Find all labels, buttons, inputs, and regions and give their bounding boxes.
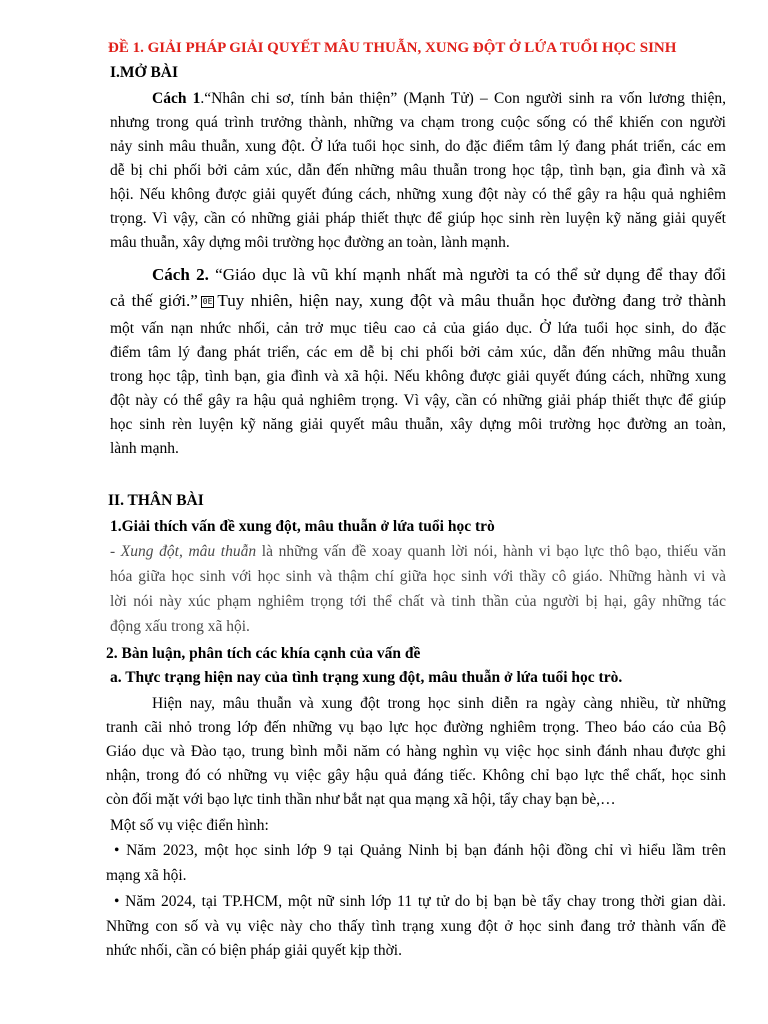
bullet-1-line-1: • Năm 2023, một học sinh lớp 9 tại Quảng Ninh bị bạn đánh hội đồng chỉ vì hiểu lầm trên	[114, 842, 726, 859]
cach2-line-6: đột này có thể gây ra hậu quả nghiêm trọng. Vì vậy, cần có những giải pháp thiết thực để giúp	[110, 392, 726, 409]
section2a-line-4: nhận, trong đó có những vụ việc gây hậu quả đáng tiếc. Không chỉ bạo lực thể chất, học sinh	[106, 767, 726, 784]
cach2-text-2a: cả thế giới.”	[110, 291, 198, 310]
section1-line-2: hóa giữa học sinh với học sinh và thậm chí giữa học sinh với thầy cô giáo. Những hành vi và	[110, 568, 726, 585]
section2a-line-6: Một số vụ việc điển hình:	[110, 817, 269, 834]
cach2-text-2b: Tuy nhiên, hiện nay, xung đột và mâu thuẫn học đường đang trở thành	[217, 291, 726, 310]
cach1-line-4: dễ bị chi phối bởi cảm xúc, dẫn đến những mâu thuẫn trong học tập, tình bạn, gia đình và xã	[110, 162, 726, 179]
section2a-line-7: Những con số và vụ việc này cho thấy tình trạng xung đột ở học sinh đang trở thành vấn đề	[106, 918, 726, 935]
cach1-line-5: hội. Nếu không được giải quyết đúng cách, những xung đột này có thể gây ra hậu quả nghiêm	[110, 186, 726, 203]
section1-line-1	[110, 541, 726, 565]
unknown-character-glyph: 0E	[202, 297, 213, 306]
cach2-line-8: lành mạnh.	[110, 440, 179, 457]
section1-text-1: là những vấn đề xoay quanh lời nói, hành vi bạo lực thô bạo, thiếu văn	[256, 543, 727, 560]
cach2-line-7: học sinh rèn luyện kỹ năng giải quyết mâu thuẫn, xây dựng môi trường học đường an toàn,	[110, 416, 726, 433]
cach2-line-5: trong học tập, tình bạn, gia đình và xã hội. Nếu không được giải quyết đúng cách, những xung	[110, 368, 726, 385]
section1-term: - Xung đột, mâu thuẫn	[110, 543, 257, 560]
section1-line-4: động xấu trong xã hội.	[110, 618, 250, 635]
document-title: ĐỀ 1. GIẢI PHÁP GIẢI QUYẾT MÂU THUẪN, XUNG ĐỘT Ở LỨA TUỔI HỌC SINH	[108, 40, 677, 56]
cach1-line-3: nảy sinh mâu thuẫn, xung đột. Ở lứa tuổi học sinh, do đặc điểm tâm lý đang phát triển, các em	[110, 138, 726, 155]
section1-heading: 1.Giải thích vấn đề xung đột, mâu thuẫn ở lứa tuổi học trò	[110, 518, 495, 535]
cach2-label: Cách 2.	[152, 265, 209, 284]
section2a-line-1: Hiện nay, mâu thuẫn và xung đột trong học sinh diễn ra ngày càng nhiều, từ những	[152, 695, 726, 712]
bullet-2-line-1: • Năm 2024, tại TP.HCM, một nữ sinh lớp 11 tự tử do bị bạn bè tẩy chay trong thời gian dài.	[114, 893, 726, 910]
cach2-line-1	[152, 264, 726, 288]
section2a-line-5: còn đối mặt với bạo lực tinh thần như bắt nạt qua mạng xã hội, tẩy chay bạn bè,…	[106, 791, 616, 808]
bullet-1-line-2: mạng xã hội.	[106, 867, 187, 884]
cach2-line-4: điểm tâm lý đang phát triển, các em dễ bị chi phối bởi cảm xúc, dẫn đến những mâu thuẫn	[110, 344, 726, 361]
intro-heading: I.MỞ BÀI	[110, 64, 179, 81]
section2a-heading: a. Thực trạng hiện nay của tình trạng xung đột, mâu thuẫn ở lứa tuổi học trò.	[110, 669, 623, 686]
section2a-line-2: tranh cãi nhỏ trong lớp đến những vụ bạo lực học đường nghiêm trọng. Theo báo cáo của Bộ	[106, 719, 726, 736]
section1-line-3: lời nói này xúc phạm nghiêm trọng tới thể chất và tinh thần của người bị hại, gây những tác	[110, 593, 726, 610]
cach2-text-1: “Giáo dục là vũ khí mạnh nhất mà người ta có thể sử dụng để thay đổi	[208, 265, 726, 284]
cach1-line-6: trọng. Vì vậy, cần có những giải pháp thiết thực để giúp học sinh rèn luyện kỹ năng giải quyết	[110, 210, 726, 227]
section2a-line-8: nhức nhối, cần có biện pháp giải quyết kịp thời.	[106, 942, 402, 959]
body-heading: II. THÂN BÀI	[108, 492, 204, 509]
section2a-line-3: Giáo dục và Đào tạo, trung bình mỗi năm có hàng nghìn vụ việc học sinh đánh nhau được ghi	[106, 743, 726, 760]
section2-heading: 2. Bàn luận, phân tích các khía cạnh của vấn đề	[106, 645, 421, 662]
cach1-label: Cách 1	[152, 90, 201, 107]
cach2-line-2	[110, 290, 726, 314]
cach1-text-1: .“Nhân chi sơ, tính bản thiện” (Mạnh Tử) – Con người sinh ra vốn lương thiện,	[200, 90, 726, 107]
cach1-line-1	[152, 88, 726, 112]
cach1-line-7: mâu thuẫn, xây dựng môi trường học đường an toàn, lành mạnh.	[110, 234, 510, 251]
cach1-line-2: nhưng trong quá trình trưởng thành, những va chạm trong cuộc sống có thể khiến con người	[110, 114, 726, 131]
cach2-line-3: một vấn nạn nhức nhối, cản trở mục tiêu cao cả của giáo dục. Ở lứa tuổi học sinh, do đặc	[110, 320, 726, 337]
